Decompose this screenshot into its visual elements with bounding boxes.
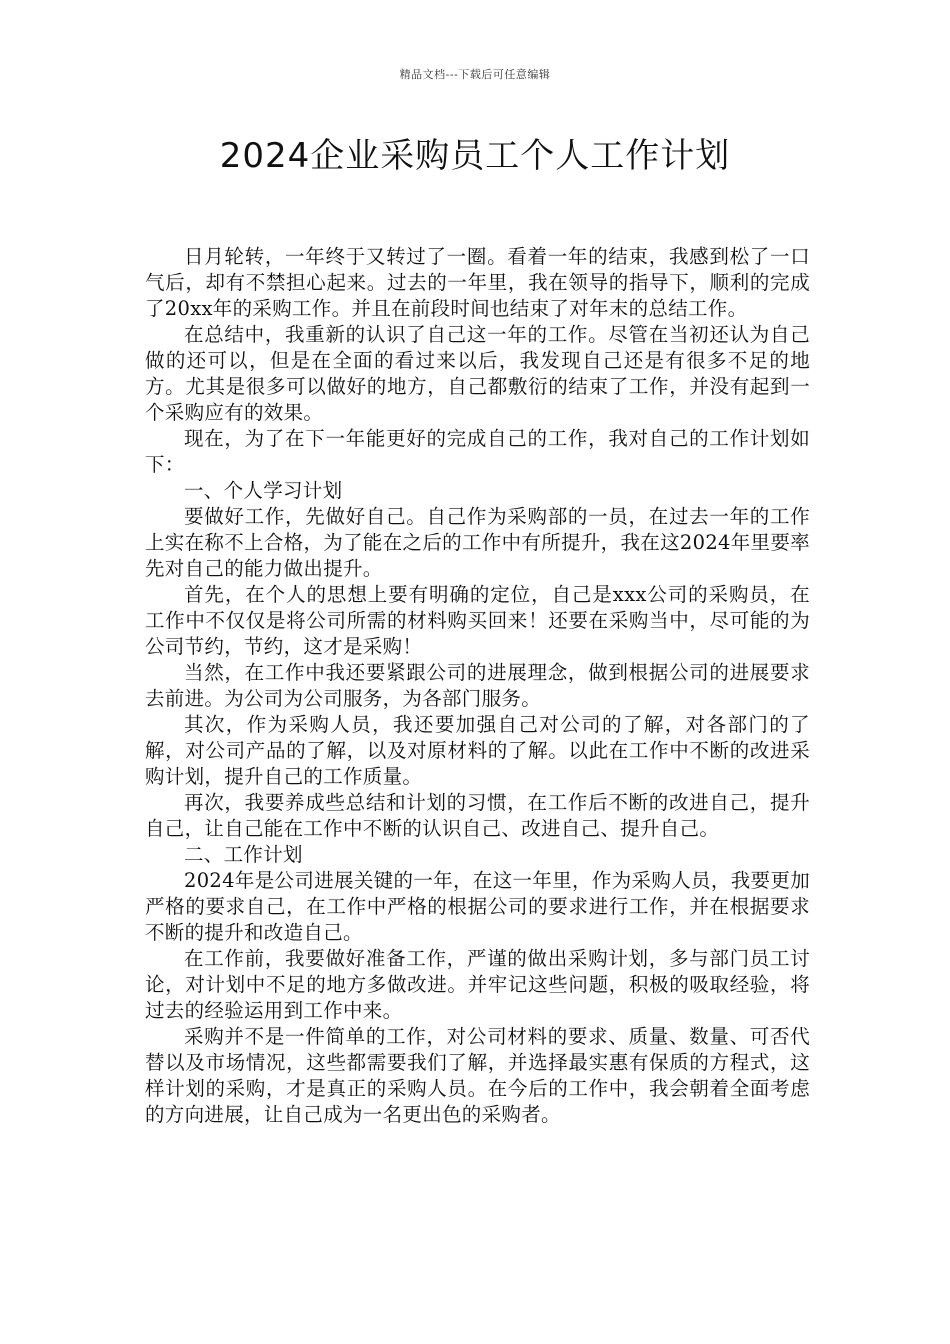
paragraph-plan-intro: 现在，为了在下一年能更好的完成自己的工作，我对自己的工作计划如下： — [145, 427, 810, 476]
paragraph-reflection: 在总结中，我重新的认识了自己这一年的工作。尽管在当初还认为自己做的还可以，但是在全面的看过来以后，我发现自己还是有很多不足的地方。尤其是很多可以做好的地方，自己都敷衍的结束了工作，并没有起到一个采购应有的效果。 — [145, 323, 810, 424]
paragraph-intro: 日月轮转，一年终于又转过了一圈。看着一年的结束，我感到松了一口气后，却有不禁担心起来。过去的一年里，我在领导的指导下，顺利的完成了20xx年的采购工作。并且在前段时间也结束了对年末的总结工作。 — [145, 245, 810, 320]
section-heading-work-plan: 二、工作计划 — [184, 843, 303, 866]
paragraph-work-1: 2024年是公司进展关键的一年，在这一年里，作为采购人员，我要更加严格的要求自己，在工作中严格的根据公司的要求进行工作，并在根据要求不断的提升和改造自己。 — [145, 869, 810, 944]
paragraph-work-3: 采购并不是一件简单的工作，对公司材料的要求、质量、数量、可否代替以及市场情况，这些都需要我们了解，并选择最实惠有保质的方程式，这样计划的采购，才是真正的采购人员。在今后的工作中，我会朝着全面考虑的方向进展，让自己成为一名更出色的采购者。 — [145, 1025, 810, 1126]
header-note: 精品文档---下载后可任意编辑 — [399, 68, 551, 81]
paragraph-learning-1: 要做好工作，先做好自己。自己作为采购部的一员，在过去一年的工作上实在称不上合格，为了能在之后的工作中有所提升，我在这2024年里要率先对自己的能力做出提升。 — [145, 505, 810, 580]
document-body — [145, 244, 810, 1128]
paragraph-learning-2: 首先，在个人的思想上要有明确的定位，自己是xxx公司的采购员，在工作中不仅仅是将公司所需的材料购买回来！还要在采购当中，尽可能的为公司节约，节约，这才是采购！ — [145, 583, 810, 658]
paragraph-learning-4: 其次，作为采购人员，我还要加强自己对公司的了解，对各部门的了解，对公司产品的了解，以及对原材料的了解。以此在工作中不断的改进采购计划，提升自己的工作质量。 — [145, 713, 810, 788]
document-title: 2024企业采购员工个人工作计划 — [219, 136, 731, 176]
paragraph-work-2: 在工作前，我要做好准备工作，严谨的做出采购计划，多与部门员工讨论，对计划中不足的地方多做改进。并牢记这些问题，积极的吸取经验，将过去的经验运用到工作中来。 — [145, 947, 810, 1022]
paragraph-learning-5: 再次，我要养成些总结和计划的习惯，在工作后不断的改进自己，提升自己，让自己能在工作中不断的认识自己、改进自己、提升自己。 — [145, 791, 810, 840]
section-heading-learning-plan: 一、个人学习计划 — [184, 479, 343, 502]
paragraph-learning-3: 当然，在工作中我还要紧跟公司的进展理念，做到根据公司的进展要求去前进。为公司为公司服务，为各部门服务。 — [145, 661, 810, 710]
